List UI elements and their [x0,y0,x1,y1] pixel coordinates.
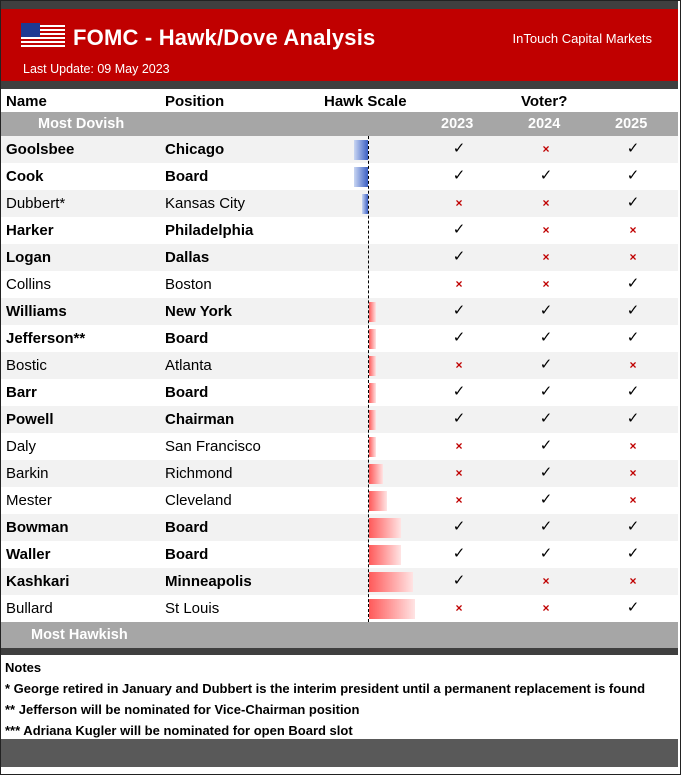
hawk-bar [369,464,383,484]
member-name: Goolsbee [6,141,75,158]
member-name: Kashkari [6,573,70,590]
non-voter-cross-icon: × [542,601,550,615]
hawk-bar [369,491,387,511]
member-name: Powell [6,411,54,428]
table-row [1,487,678,514]
table-row [1,514,678,541]
non-voter-cross-icon: × [629,358,637,372]
note-line: * George retired in January and Dubbert is the interim president until a permanent replacement is found [5,681,646,696]
non-voter-cross-icon: × [455,196,463,210]
most-dovish-label: Most Dovish [38,116,125,132]
member-position: Board [165,330,209,347]
member-position: Cleveland [165,492,232,509]
member-position: Boston [165,276,212,293]
table-row [1,298,678,325]
hawk-bar [369,437,376,457]
separator [1,81,678,89]
table-row [1,568,678,595]
member-name: Daly [6,438,37,455]
table-row [1,379,678,406]
non-voter-cross-icon: × [629,574,637,588]
year-2024: 2024 [528,116,561,132]
voter-check-icon: ✓ [539,545,553,562]
member-position: Chicago [165,141,225,158]
notes-heading: Notes [5,660,42,675]
non-voter-cross-icon: × [455,439,463,453]
voter-check-icon: ✓ [626,410,640,427]
top-border [1,1,678,9]
voter-check-icon: ✓ [626,383,640,400]
member-name: Harker [6,222,54,239]
col-header-hawk-scale: Hawk Scale [324,93,407,110]
voter-check-icon: ✓ [452,518,466,535]
voter-check-icon: ✓ [452,221,466,238]
non-voter-cross-icon: × [455,466,463,480]
non-voter-cross-icon: × [542,574,550,588]
member-name: Williams [6,303,67,320]
footer-bar [1,622,678,648]
member-name: Dubbert* [6,195,66,212]
member-position: Board [165,168,209,185]
member-position: Philadelphia [165,222,254,239]
member-name: Logan [6,249,51,266]
member-position: Richmond [165,465,233,482]
table-row [1,541,678,568]
non-voter-cross-icon: × [455,601,463,615]
voter-check-icon: ✓ [539,491,553,508]
non-voter-cross-icon: × [542,196,550,210]
member-position: Minneapolis [165,573,252,590]
member-position: Chairman [165,411,235,428]
voter-check-icon: ✓ [452,383,466,400]
non-voter-cross-icon: × [629,223,637,237]
table-row [1,352,678,379]
non-voter-cross-icon: × [542,277,550,291]
table-row [1,325,678,352]
hawk-bar [369,545,401,565]
table-row [1,244,678,271]
table-row [1,163,678,190]
year-2025: 2025 [615,116,648,132]
voter-check-icon: ✓ [626,194,640,211]
most-hawkish-label: Most Hawkish [31,627,128,643]
voter-check-icon: ✓ [452,302,466,319]
non-voter-cross-icon: × [542,223,550,237]
hawk-scale-axis [368,136,369,622]
voter-check-icon: ✓ [539,302,553,319]
year-2023: 2023 [441,116,474,132]
voter-check-icon: ✓ [452,410,466,427]
non-voter-cross-icon: × [629,250,637,264]
non-voter-cross-icon: × [542,142,550,156]
separator [1,648,678,655]
bottom-border [1,739,678,767]
member-name: Bowman [6,519,69,536]
voter-check-icon: ✓ [539,329,553,346]
member-name: Cook [6,168,44,185]
voter-check-icon: ✓ [626,140,640,157]
voter-check-icon: ✓ [626,275,640,292]
member-name: Jefferson** [6,330,86,347]
member-position: St Louis [165,600,220,617]
non-voter-cross-icon: × [455,358,463,372]
voter-check-icon: ✓ [626,518,640,535]
hawk-bar [369,383,376,403]
note-line: ** Jefferson will be nominated for Vice-Chairman position [5,702,360,717]
title-banner [1,9,678,81]
voter-check-icon: ✓ [539,383,553,400]
table-row [1,190,678,217]
voter-check-icon: ✓ [452,572,466,589]
dove-bar [354,140,368,160]
hawk-bar [369,572,413,592]
voter-check-icon: ✓ [452,140,466,157]
voter-check-icon: ✓ [626,167,640,184]
voter-check-icon: ✓ [626,302,640,319]
company-name: InTouch Capital Markets [512,31,652,46]
table-row [1,460,678,487]
voter-check-icon: ✓ [539,464,553,481]
hawk-bar [369,518,401,538]
note-line: *** Adriana Kugler will be nominated for open Board slot [5,723,353,738]
non-voter-cross-icon: × [629,439,637,453]
hawk-bar [369,410,376,430]
col-header-name: Name [6,93,47,110]
notes-section [5,657,645,741]
voter-check-icon: ✓ [626,599,640,616]
page-title: FOMC - Hawk/Dove Analysis [73,25,376,50]
voter-check-icon: ✓ [626,545,640,562]
member-position: Board [165,546,209,563]
voter-check-icon: ✓ [452,167,466,184]
non-voter-cross-icon: × [455,277,463,291]
last-update: Last Update: 09 May 2023 [23,62,170,76]
non-voter-cross-icon: × [542,250,550,264]
hawk-bar [369,329,376,349]
voter-check-icon: ✓ [539,167,553,184]
table-row [1,406,678,433]
member-position: San Francisco [165,438,261,455]
member-name: Mester [6,492,52,509]
voter-check-icon: ✓ [539,356,553,373]
us-flag-icon [21,23,65,49]
non-voter-cross-icon: × [629,493,637,507]
member-name: Bullard [6,600,53,617]
voter-check-icon: ✓ [539,437,553,454]
voter-check-icon: ✓ [539,410,553,427]
table-row [1,136,678,163]
voter-check-icon: ✓ [452,329,466,346]
col-header-position: Position [165,93,225,110]
member-position: Board [165,519,209,536]
non-voter-cross-icon: × [455,493,463,507]
member-name: Barkin [6,465,49,482]
table-row [1,217,678,244]
member-position: Atlanta [165,357,212,374]
subheader-bar [1,112,678,136]
member-name: Waller [6,546,51,563]
member-position: Dallas [165,249,210,266]
voter-check-icon: ✓ [452,248,466,265]
member-position: Board [165,384,209,401]
dove-bar [354,167,368,187]
non-voter-cross-icon: × [629,466,637,480]
voter-check-icon: ✓ [539,518,553,535]
table-row [1,433,678,460]
member-position: Kansas City [165,195,246,212]
table-row [1,271,678,298]
table-row [1,595,678,622]
voter-check-icon: ✓ [626,329,640,346]
member-name: Collins [6,276,52,293]
col-header-voter: Voter? [521,93,568,110]
member-name: Barr [6,384,37,401]
hawk-bar [369,302,376,322]
member-position: New York [165,303,232,320]
hawk-bar [369,599,415,619]
member-name: Bostic [6,357,47,374]
hawk-bar [369,356,376,376]
voter-check-icon: ✓ [452,545,466,562]
